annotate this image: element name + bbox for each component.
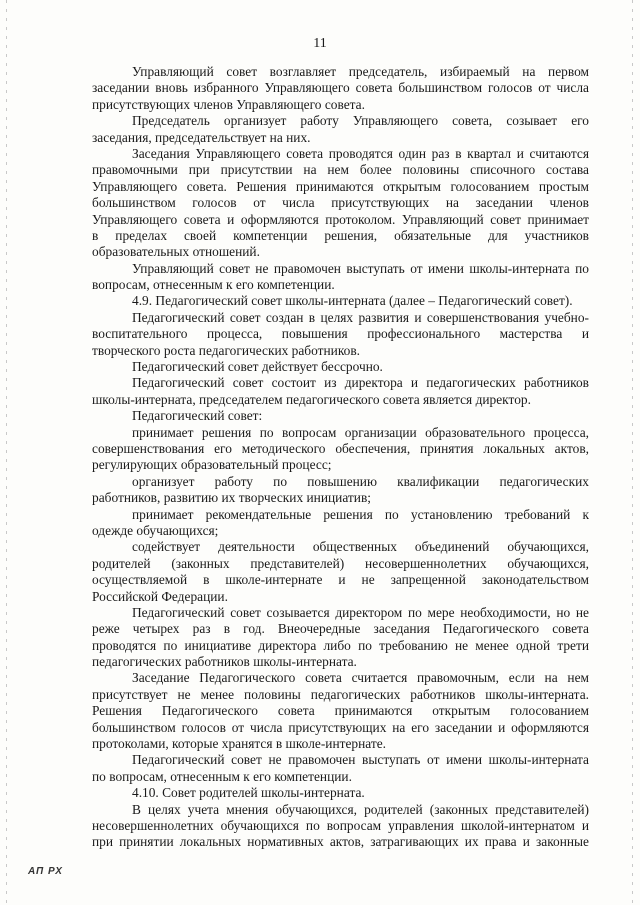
text-line: Председатель организует работу Управляющего совета, созывает его bbox=[132, 113, 589, 129]
text-line: несовершеннолетних обучающихся по вопросам управления школой-интернатом и bbox=[92, 817, 589, 833]
text-line: протоколами, которые хранятся в школе-интернате. bbox=[92, 736, 387, 752]
text-line: заседания, председательствует на них. bbox=[92, 129, 311, 145]
page-number: 11 bbox=[313, 36, 327, 51]
text-line: педагогических работников школы-интерната. bbox=[92, 654, 357, 670]
text-line: регулирующих образовательный процесс; bbox=[92, 457, 332, 473]
text-line: Управляющего совета и оформляются протоколом. Управляющий совет принимает bbox=[92, 211, 589, 227]
text-line: вопросам, отнесенным к его компетенции. bbox=[92, 277, 335, 293]
text-line: Управляющего совета. Решения принимаются открытым голосованием простым bbox=[92, 178, 589, 194]
text-line: содействует деятельности общественных объединений обучающихся, bbox=[132, 539, 589, 555]
text-line: Педагогический совет создан в целях развития и совершенствования учебно- bbox=[132, 309, 589, 325]
text-line: присутствует не менее половины педагогических работников школы-интерната. bbox=[92, 686, 589, 702]
text-line: большинством голосов от числа присутствующих на заседании членов bbox=[92, 195, 589, 211]
text-line: принимает рекомендательные решения по установлению требований к bbox=[132, 506, 589, 522]
text-line: присутствующих членов Управляющего совета. bbox=[92, 96, 365, 112]
text-line: одежде обучающихся; bbox=[92, 522, 219, 538]
text-line: реже четырех раз в год. Внеочередные заседания Педагогического совета bbox=[92, 621, 589, 637]
text-line: школы-интерната, председателем педагогического совета является директор. bbox=[92, 391, 531, 407]
text-line: работников, развитию их творческих инициатив; bbox=[92, 490, 371, 506]
text-line: Педагогический совет не правомочен выступать от имени школы-интерната bbox=[132, 752, 589, 768]
text-line: заседании вновь избранного Управляющего совета большинством голосов от числа bbox=[92, 80, 589, 96]
text-line: 4.9. Педагогический совет школы-интерната (далее – Педагогический совет). bbox=[132, 293, 573, 309]
text-line: принимает решения по вопросам организации образовательного процесса, bbox=[132, 424, 589, 440]
footer-stamp: АП РХ bbox=[28, 866, 63, 877]
text-line: осуществляемой в школе-интернате и не запрещенной законодательством bbox=[92, 572, 589, 588]
text-line: Педагогический совет действует бессрочно. bbox=[132, 359, 383, 375]
text-line: воспитательного процесса, повышения профессионального мастерства и bbox=[92, 326, 589, 342]
document-body bbox=[92, 64, 589, 851]
text-line: Педагогический совет созывается директором по мере необходимости, но не bbox=[132, 604, 589, 620]
text-line: Заседания Управляющего совета проводятся один раз в квартал и считаются bbox=[132, 145, 589, 161]
text-line: проводятся по инициативе директора либо по требованию не менее одной трети bbox=[92, 637, 589, 653]
text-line: Педагогический совет: bbox=[132, 408, 263, 424]
text-line: В целях учета мнения обучающихся, родителей (законных представителей) bbox=[132, 801, 589, 817]
text-line: родителей (законных представителей) несовершеннолетних обучающихся, bbox=[92, 555, 589, 571]
text-line: совершенствования его методического обеспечения, принятия локальных актов, bbox=[92, 440, 589, 456]
text-line: большинством голосов от числа присутствующих на его заседании и оформляются bbox=[92, 719, 589, 735]
text-line: Заседание Педагогического совета считается правомочным, если на нем bbox=[132, 670, 589, 686]
text-line: образовательных отношений. bbox=[92, 244, 260, 260]
text-line: творческого роста педагогических работников. bbox=[92, 342, 361, 358]
text-line: 4.10. Совет родителей школы-интерната. bbox=[132, 785, 365, 801]
text-line: правомочными при присутствии на нем более половины списочного состава bbox=[92, 162, 589, 178]
text-line: в пределах своей компетенции решения, обязательные для участников bbox=[92, 227, 589, 243]
text-line: Педагогический совет состоит из директора и педагогических работников bbox=[132, 375, 589, 391]
text-line: по вопросам, отнесенным к его компетенции. bbox=[92, 768, 352, 784]
text-line: Решения Педагогического совета принимаются открытым голосованием bbox=[92, 703, 589, 719]
scan-edge-left bbox=[6, 0, 7, 905]
text-line: организует работу по повышению квалификации педагогических bbox=[132, 473, 589, 489]
text-line: Российской Федерации. bbox=[92, 588, 228, 604]
text-line: Управляющий совет не правомочен выступать от имени школы-интерната по bbox=[132, 260, 589, 276]
scan-edge-right bbox=[632, 0, 633, 905]
text-line: Управляющий совет возглавляет председатель, избираемый на первом bbox=[132, 64, 589, 79]
text-line: при принятии локальных нормативных актов, затрагивающих их права и законные bbox=[92, 834, 589, 850]
